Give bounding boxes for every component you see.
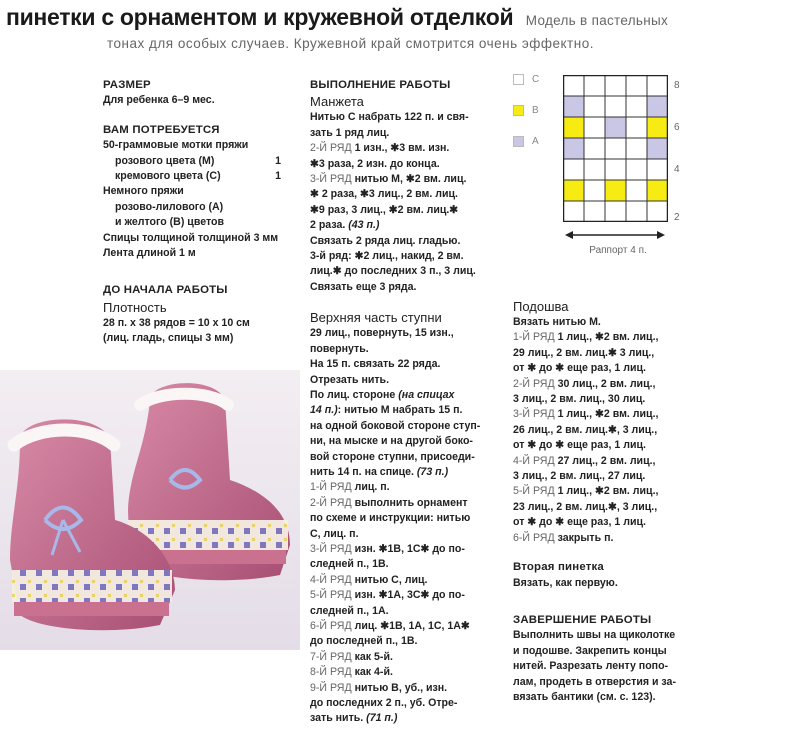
- instruction-line: [513, 438, 676, 453]
- sole-heading: Подошва: [513, 299, 569, 314]
- instruction-text: 29 лиц., 2 вм. лиц.✱ 3 лиц.,: [513, 346, 655, 359]
- instruction-text: : нитью М набрать 15 п.: [337, 404, 463, 417]
- second-bootie-text: Вязать, как первую.: [513, 576, 618, 589]
- materials-line: Лента длиной 1 м: [103, 247, 196, 260]
- legend-swatch: [513, 136, 524, 147]
- instruction-text: ✱9 раз, 3 лиц., ✱2 вм. лиц.✱: [310, 203, 459, 216]
- row-number: 2: [674, 212, 680, 223]
- instruction-text: следней п., 1А.: [310, 604, 389, 617]
- instruction-text: 1 лиц., ✱2 вм. лиц.,: [554, 331, 659, 344]
- chart-cell: [563, 201, 584, 222]
- instruction-text: 3 лиц., 2 вм. лиц., 27 лиц.: [513, 470, 646, 483]
- instruction-text: лиц. ✱1В, 1А, 1С, 1А✱: [351, 620, 470, 632]
- row-number: 6: [674, 122, 680, 133]
- upper-instructions: [310, 326, 480, 727]
- instruction-text: Нитью С набрать 122 п. и свя-: [310, 111, 469, 124]
- finish-heading: ЗАВЕРШЕНИЕ РАБОТЫ: [513, 613, 652, 626]
- instruction-text: 26 лиц., 2 вм. лиц.✱, 3 лиц.,: [513, 423, 658, 436]
- instruction-line: [310, 357, 480, 372]
- instruction-line: [310, 419, 480, 434]
- instruction-line: [310, 434, 480, 449]
- row-label: 8-Й РЯД: [310, 666, 352, 679]
- instruction-line: [310, 542, 480, 557]
- instruction-line: [310, 249, 480, 264]
- instruction-text: изн. ✱1А, 3С✱ до по-: [351, 589, 465, 602]
- row-number: 4: [674, 164, 680, 175]
- instruction-text: 29 лиц., повернуть, 15 изн.,: [310, 327, 454, 340]
- instruction-italic: (73 п.): [416, 465, 449, 478]
- instruction-line: [310, 573, 480, 588]
- instruction-text: зать нить.: [310, 712, 367, 725]
- chart-cell: [563, 75, 584, 96]
- instruction-line: [310, 264, 480, 279]
- instruction-italic: (на спицах: [398, 388, 455, 401]
- materials-line: и желтого (В) цветов: [115, 216, 224, 229]
- instruction-line: [310, 557, 480, 572]
- row-label: 1-Й РЯД: [310, 481, 352, 494]
- title-line: [6, 4, 668, 31]
- chart-cell: [605, 180, 626, 201]
- chart-cell: [647, 180, 668, 201]
- materials-line: 50-граммовые мотки пряжи: [103, 139, 249, 152]
- instruction-line: [513, 330, 676, 345]
- instruction-line: [310, 388, 480, 403]
- instruction-line: [310, 110, 480, 125]
- instruction-text: Связать еще 3 ряда.: [310, 280, 417, 293]
- materials-item: кремового цвета (С) 1: [115, 170, 281, 183]
- instruction-line: [310, 480, 480, 495]
- row-label: 7-Й РЯД: [310, 650, 352, 663]
- gauge-line: 28 п. х 38 рядов = 10 х 10 см: [103, 316, 250, 329]
- chart-cell: [626, 75, 647, 96]
- legend-swatch: [513, 74, 524, 85]
- instruction-line: [513, 515, 676, 530]
- instruction-text: ✱3 раза, 2 изн. до конца.: [310, 157, 440, 170]
- instruction-text: как 5-й.: [351, 650, 393, 663]
- row-label: 4-Й РЯД: [310, 573, 352, 586]
- legend-item-c: [513, 74, 539, 85]
- instruction-text: закрыть п.: [554, 531, 614, 544]
- instruction-line: и подошве. Закрепить концы: [513, 644, 667, 657]
- gauge-line: (лиц. гладь, спицы 3 мм): [103, 332, 234, 345]
- instruction-text: повернуть.: [310, 342, 369, 355]
- instruction-text: зать 1 ряд лиц.: [310, 126, 390, 139]
- column-right: [513, 298, 676, 705]
- chart-cell: [647, 201, 668, 222]
- instruction-text: нитью В, уб., изн.: [351, 681, 448, 694]
- instruction-text: 27 лиц., 2 вм. лиц.,: [554, 454, 656, 467]
- instruction-line: [310, 203, 480, 218]
- instruction-text: С, лиц. п.: [310, 527, 359, 540]
- instruction-italic: (71 п.): [366, 712, 398, 725]
- instruction-text: от ✱ до ✱ еще раз, 1 лиц.: [513, 362, 646, 375]
- instruction-line: [513, 500, 676, 515]
- gauge-subheading: Плотность: [103, 299, 167, 315]
- row-label: 4-Й РЯД: [513, 454, 555, 467]
- legend-label: С: [532, 74, 540, 85]
- chart-cell: [584, 180, 605, 201]
- row-label: 6-Й РЯД: [310, 620, 352, 632]
- instruction-text: от ✱ до ✱ еще раз, 1 лиц.: [513, 516, 646, 529]
- instruction-line: [310, 373, 480, 388]
- instruction-text: от ✱ до ✱ еще раз, 1 лиц.: [513, 439, 646, 452]
- instruction-text: до последних 2 п., уб. Отре-: [310, 697, 458, 710]
- instruction-text: изн. ✱1В, 1С✱ до по-: [351, 542, 465, 555]
- instruction-line: [310, 527, 480, 542]
- instruction-line: [513, 315, 676, 330]
- legend-item-a: [513, 136, 539, 147]
- sole-instructions: [513, 315, 676, 546]
- instruction-line: лам, продеть в отверстия и за-: [513, 675, 676, 688]
- chart-cell: [563, 117, 584, 138]
- row-label: 5-Й РЯД: [513, 485, 555, 498]
- subtitle-part2: тонах для особых случаев. Кружевной край смотрится очень эффектно.: [107, 36, 594, 51]
- chart-cell: [626, 159, 647, 180]
- chart-cell: [563, 180, 584, 201]
- rapport-label: Раппорт 4 п.: [589, 245, 647, 256]
- rapport-arrow: [565, 228, 665, 242]
- instruction-text: нить 14 п. на спице.: [310, 465, 417, 478]
- instruction-line: [310, 634, 480, 649]
- chart-cell: [584, 138, 605, 159]
- instruction-text: вой стороне ступни, присоеди-: [310, 450, 475, 463]
- chart-cell: [584, 75, 605, 96]
- instruction-line: [310, 619, 480, 634]
- instruction-line: [310, 665, 480, 680]
- chart-cell: [563, 159, 584, 180]
- instruction-text: до последней п., 1В.: [310, 635, 418, 648]
- instruction-text: лиц. п.: [351, 481, 390, 494]
- chart-cell: [563, 96, 584, 117]
- column-middle: [310, 78, 480, 727]
- row-label: 2-Й РЯД: [513, 377, 555, 390]
- materials-line: Спицы толщиной толщиной 3 мм: [103, 231, 279, 244]
- instruction-line: [310, 511, 480, 526]
- chart-cell: [647, 117, 668, 138]
- chart-cell: [647, 159, 668, 180]
- instruction-text: как 4-й.: [351, 666, 393, 679]
- instruction-line: [310, 403, 480, 418]
- instruction-line: [310, 218, 480, 233]
- materials-line: Немного пряжи: [103, 185, 184, 198]
- row-label: 2-Й РЯД: [310, 142, 352, 155]
- colorwork-chart: [563, 75, 668, 222]
- chart-cell: [584, 159, 605, 180]
- row-label: 3-Й РЯД: [310, 542, 352, 555]
- booties-photo: [0, 370, 300, 650]
- instruction-line: [310, 187, 480, 202]
- chart-cell: [647, 75, 668, 96]
- cuff-subheading: Манжета: [310, 94, 364, 110]
- instruction-text: 30 лиц., 2 вм. лиц.,: [554, 377, 656, 390]
- instruction-text: на одной боковой стороне ступ-: [310, 419, 481, 432]
- chart-cell: [626, 117, 647, 138]
- row-label: 1-Й РЯД: [513, 331, 555, 344]
- legend-swatch: [513, 105, 524, 116]
- instruction-line: [513, 361, 676, 376]
- instruction-text: выполнить орнамент: [351, 496, 468, 509]
- instruction-line: [513, 377, 676, 392]
- instruction-line: [310, 141, 480, 156]
- instruction-italic: 14 п.): [310, 404, 338, 417]
- instruction-italic: (43 п.): [348, 219, 380, 232]
- instruction-line: [310, 157, 480, 172]
- legend-label: А: [532, 136, 539, 147]
- materials-line: розово-лилового (А): [115, 200, 224, 213]
- instruction-text: лиц.✱ до последних 3 п., 3 лиц.: [310, 265, 476, 278]
- size-heading: РАЗМЕР: [103, 79, 151, 91]
- upper-subheading: Верхняя часть ступни: [310, 310, 442, 326]
- instruction-line: [513, 407, 676, 422]
- chart-cell: [584, 96, 605, 117]
- instruction-line: [310, 465, 480, 480]
- instruction-text: 3 лиц., 2 вм. лиц., 30 лиц.: [513, 393, 646, 406]
- instruction-line: [310, 126, 480, 141]
- instruction-line: [310, 588, 480, 603]
- instruction-text: 23 лиц., 2 вм. лиц.✱, 3 лиц.,: [513, 500, 658, 513]
- instruction-line: [513, 484, 676, 499]
- instruction-line: [513, 392, 676, 407]
- instruction-text: ни, на мыске и на другой боко-: [310, 435, 473, 448]
- instruction-line: [310, 681, 480, 696]
- row-label: 2-Й РЯД: [310, 496, 352, 509]
- instruction-text: На 15 п. связать 22 ряда.: [310, 358, 441, 371]
- instruction-text: 2 раза.: [310, 219, 349, 232]
- second-bootie-heading: Вторая пинетка: [513, 561, 604, 574]
- instruction-text: 1 лиц., ✱2 вм. лиц.,: [554, 408, 659, 421]
- instruction-line: [513, 469, 676, 484]
- chart-cell: [584, 201, 605, 222]
- instruction-text: Вязать нитью М.: [513, 316, 601, 328]
- instruction-line: [310, 496, 480, 511]
- chart-cell: [563, 138, 584, 159]
- page-title: пинетки с орнаментом и кружевной отделкой: [6, 4, 514, 30]
- row-label: 3-Й РЯД: [513, 408, 555, 421]
- chart-cell: [605, 138, 626, 159]
- chart-cell: [584, 117, 605, 138]
- row-label: 6-Й РЯД: [513, 531, 555, 544]
- instruction-line: [513, 423, 676, 438]
- instruction-text: По лиц. стороне: [310, 388, 399, 401]
- instruction-line: [513, 531, 676, 546]
- work-heading: ВЫПОЛНЕНИЕ РАБОТЫ: [310, 79, 451, 91]
- chart-cell: [605, 159, 626, 180]
- instruction-line: [310, 172, 480, 187]
- chart-cell: [626, 138, 647, 159]
- chart-cell: [626, 201, 647, 222]
- chart-cell: [605, 96, 626, 117]
- legend-label: В: [532, 105, 539, 116]
- row-label: 9-Й РЯД: [310, 681, 352, 694]
- size-text: Для ребенка 6–9 мес.: [103, 94, 215, 107]
- instruction-text: следней п., 1В.: [310, 558, 389, 571]
- instruction-line: [310, 342, 480, 357]
- materials-item: розового цвета (М) 1: [115, 154, 281, 167]
- row-label: 3-Й РЯД: [310, 173, 352, 186]
- chart-cell: [647, 96, 668, 117]
- instruction-line: [310, 711, 480, 726]
- instruction-line: [513, 454, 676, 469]
- instruction-line: [310, 326, 480, 341]
- instruction-text: 1 лиц., ✱2 вм. лиц.,: [554, 485, 659, 498]
- chart-cell: [647, 138, 668, 159]
- row-number: 8: [674, 80, 680, 91]
- instruction-text: 1 изн., ✱3 вм. изн.: [351, 142, 450, 155]
- cuff-instructions: [310, 110, 480, 295]
- instruction-text: 3-й ряд: ✱2 лиц., накид, 2 вм.: [310, 250, 464, 263]
- instruction-text: по схеме и инструкции: нитью: [310, 512, 471, 525]
- instruction-line: [310, 450, 480, 465]
- legend-item-b: [513, 105, 539, 116]
- chart-cell: [626, 180, 647, 201]
- instruction-line: [310, 650, 480, 665]
- chart-cell: [605, 75, 626, 96]
- row-label: 5-Й РЯД: [310, 589, 352, 602]
- instruction-line: [310, 234, 480, 249]
- instruction-text: Связать 2 ряда лиц. гладью.: [310, 234, 461, 247]
- instruction-line: вязать бантики (см. с. 123).: [513, 690, 656, 703]
- materials-heading: ВАМ ПОТРЕБУЕТСЯ: [103, 123, 220, 136]
- instruction-line: [310, 280, 480, 295]
- instruction-line: [513, 346, 676, 361]
- instruction-text: нитью М, ✱2 вм. лиц.: [351, 173, 467, 186]
- column-left: [103, 78, 281, 347]
- instruction-text: ✱ 2 раза, ✱3 лиц., 2 вм. лиц.: [310, 188, 458, 201]
- chart-cell: [605, 201, 626, 222]
- chart-cell: [626, 96, 647, 117]
- chart-cell: [605, 117, 626, 138]
- instruction-line: нитей. Разрезать ленту попо-: [513, 660, 669, 673]
- instruction-text: Отрезать нить.: [310, 373, 390, 386]
- finish-instructions: [513, 628, 676, 705]
- instruction-line: [310, 696, 480, 711]
- instruction-text: нитью С, лиц.: [351, 573, 428, 586]
- before-heading: ДО НАЧАЛА РАБОТЫ: [103, 284, 228, 297]
- instruction-line: [310, 604, 480, 619]
- subtitle-part1: Модель в пастельных: [525, 13, 669, 28]
- instruction-line: Выполнить швы на щиколотке: [513, 629, 676, 642]
